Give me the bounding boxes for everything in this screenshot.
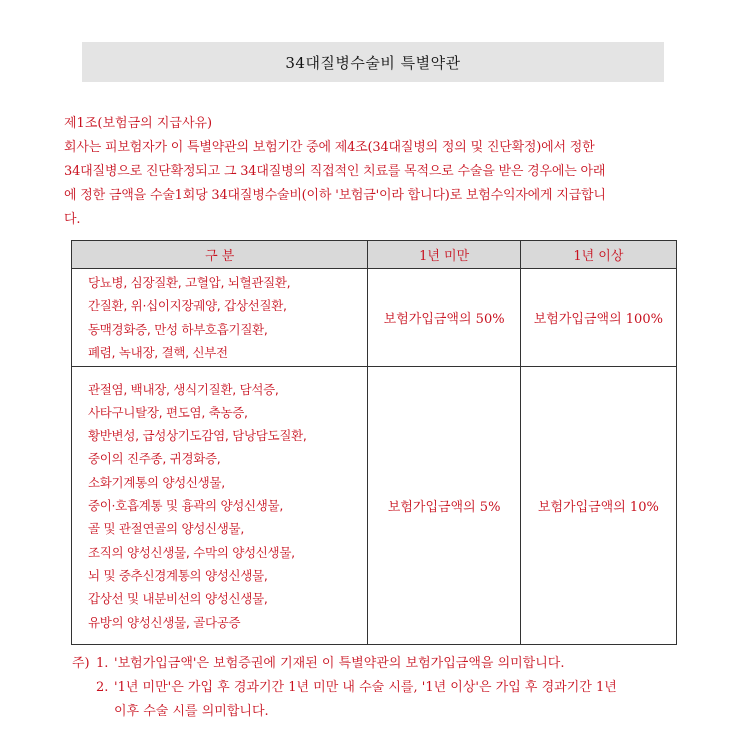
disease-list-cell bbox=[72, 367, 368, 645]
disease-line: 당뇨병, 심장질환, 고혈압, 뇌혈관질환, bbox=[88, 275, 291, 290]
benefit-table bbox=[71, 240, 677, 645]
disease-line: 골 및 관절연골의 양성신생물, bbox=[88, 521, 244, 537]
article-body-line: 회사는 피보험자가 이 특별약관의 보험기간 중에 제4조(34대질병의 정의 및 진단확정)에서 정한 bbox=[64, 140, 595, 155]
disease-line: 갑상선 및 내분비선의 양성신생물, bbox=[88, 591, 268, 607]
header-category: 구 분 bbox=[72, 241, 368, 269]
disease-line: 중이의 진주종, 귀경화증, bbox=[88, 451, 221, 467]
disease-line: 중이·호흡계통 및 흉곽의 양성신생물, bbox=[88, 498, 283, 514]
footnote-text: '보험가입금액'은 보험증권에 기재된 이 특별약관의 보험가입금액을 의미합니다. bbox=[114, 656, 565, 671]
table-row bbox=[72, 269, 677, 367]
footnote-text-continued: 이후 수술 시를 의미합니다. bbox=[114, 704, 269, 719]
footnote-1 bbox=[72, 652, 692, 676]
disease-line: 유방의 양성신생물, 골다공증 bbox=[88, 614, 241, 630]
document-title: 34대질병수술비 특별약관 bbox=[285, 53, 461, 72]
disease-line: 황반변성, 급성상기도감염, 담낭담도질환, bbox=[88, 428, 307, 444]
footnote-prefix: 주) bbox=[72, 656, 90, 671]
disease-line: 뇌 및 중추신경계통의 양성신생물, bbox=[88, 567, 268, 583]
disease-line: 관절염, 백내장, 생식기질환, 담석증, bbox=[88, 381, 279, 397]
amount-under-one-year: 보험가입금액의 50% bbox=[368, 269, 520, 367]
article-body-line: 다. bbox=[64, 212, 81, 227]
article-1 bbox=[64, 112, 684, 232]
disease-line: 폐렴, 녹내장, 결핵, 신부전 bbox=[88, 344, 228, 360]
disease-line: 간질환, 위·십이지장궤양, 갑상선질환, bbox=[88, 298, 287, 314]
article-body-line: 34대질병으로 진단확정되고 그 34대질병의 직접적인 치료를 목적으로 수술을 받은 경우에는 아래 bbox=[64, 164, 606, 179]
footnotes bbox=[72, 652, 692, 724]
amount-over-one-year: 보험가입금액의 100% bbox=[520, 269, 676, 367]
article-heading: 제1조(보험금의 지급사유) bbox=[64, 116, 213, 131]
disease-line: 소화기계통의 양성신생물, bbox=[88, 474, 225, 490]
table-row bbox=[72, 367, 677, 645]
footnote-number: 1. bbox=[96, 656, 109, 671]
footnote-number: 2. bbox=[96, 680, 109, 695]
amount-over-one-year: 보험가입금액의 10% bbox=[520, 367, 676, 645]
disease-line: 동맥경화증, 만성 하부호흡기질환, bbox=[88, 321, 268, 337]
amount-under-one-year: 보험가입금액의 5% bbox=[368, 367, 520, 645]
disease-line: 사타구니탈장, 편도염, 축농증, bbox=[88, 404, 248, 420]
disease-list-cell bbox=[72, 269, 368, 367]
footnote-2 bbox=[72, 676, 692, 700]
header-over-one-year: 1년 이상 bbox=[520, 241, 676, 269]
disease-line: 조직의 양성신생물, 수막의 양성신생물, bbox=[88, 544, 295, 560]
table-header-row bbox=[72, 241, 677, 269]
document-title-bar bbox=[82, 42, 664, 82]
footnote-text: '1년 미만'은 가입 후 경과기간 1년 미만 내 수술 시를, '1년 이상'은 가입 후 경과기간 1년 bbox=[114, 680, 617, 695]
article-body-line: 에 정한 금액을 수술1회당 34대질병수술비(이하 '보험금'이라 합니다)로 보험수익자에게 지급합니 bbox=[64, 188, 606, 203]
header-under-one-year: 1년 미만 bbox=[368, 241, 520, 269]
